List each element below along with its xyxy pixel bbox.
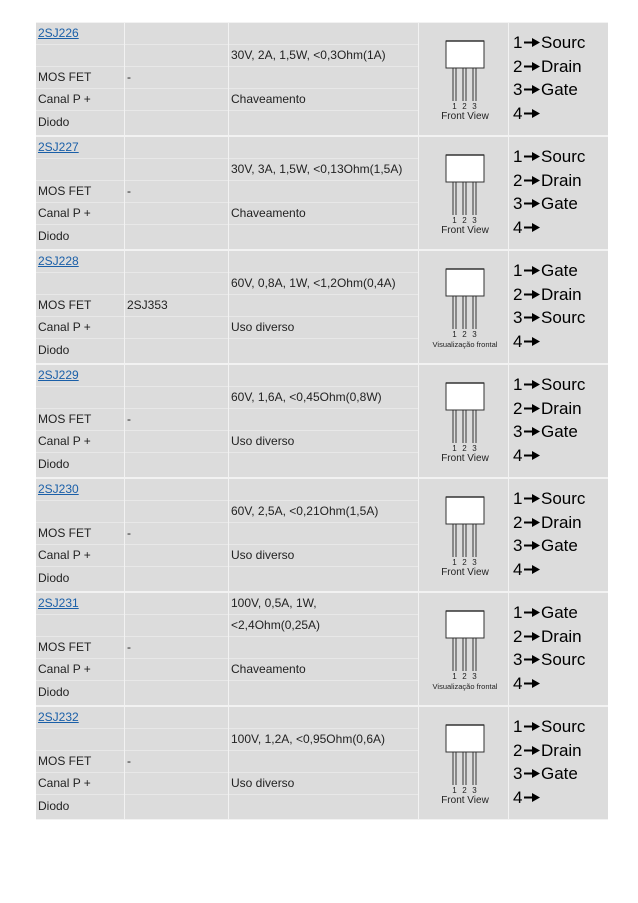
table-row <box>36 364 608 478</box>
pinout-row: 3 Gate <box>513 536 578 555</box>
pin-number-2: 2 <box>462 672 467 681</box>
channel-type: Canal P + <box>38 548 91 562</box>
usage-text: Uso diverso <box>231 548 295 562</box>
to92-package-diagram <box>419 478 509 592</box>
equivalent-cell <box>124 592 228 705</box>
pinout-row: 2 Drain <box>513 741 582 760</box>
pin-name: Drain <box>541 399 582 418</box>
pinout-row: 4 <box>513 218 541 238</box>
view-label: Front View <box>441 795 489 806</box>
pin-name: Drain <box>541 285 582 304</box>
pinout-row: 3 Gate <box>513 764 578 783</box>
pinout-row: 2 Drain <box>513 171 582 190</box>
pin-name: Gate <box>541 422 578 441</box>
pinout-cell <box>508 706 608 819</box>
to92-package-diagram <box>419 706 509 820</box>
pin-name: Sourc <box>541 308 586 327</box>
pinout-row: 1 Sourc <box>513 375 586 394</box>
spec-cell <box>228 478 418 591</box>
part-number-link[interactable]: 2SJ230 <box>38 482 79 496</box>
view-label: Front View <box>441 111 489 122</box>
device-type: MOS FET <box>38 412 92 426</box>
equivalent-cell <box>124 364 228 477</box>
pin-number-3: 3 <box>472 330 477 339</box>
component-table <box>36 22 608 820</box>
spec-text: 60V, 1,6A, <0,45Ohm(0,8W) <box>231 390 382 404</box>
pin-name: Drain <box>541 627 582 646</box>
equivalent-part: - <box>127 70 131 84</box>
arrow-right-icon <box>524 290 540 299</box>
pinout-row: 4 <box>513 332 541 352</box>
arrow-right-icon <box>524 793 540 802</box>
spec-text: 30V, 3A, 1,5W, <0,13Ohm(1,5A) <box>231 162 403 176</box>
equivalent-part: - <box>127 526 131 540</box>
pinout-cell <box>508 136 608 249</box>
pinout-cell <box>508 364 608 477</box>
diode-label: Diodo <box>38 343 70 357</box>
pin-name: Drain <box>541 513 582 532</box>
pin-number-1: 1 <box>452 216 457 225</box>
device-type: MOS FET <box>38 640 92 654</box>
pinout-row: 3 Gate <box>513 422 578 441</box>
arrow-right-icon <box>524 38 540 47</box>
package-cell <box>418 250 508 363</box>
equivalent-part: - <box>127 640 131 654</box>
arrow-right-icon <box>524 109 540 118</box>
pin-name: Gate <box>541 194 578 213</box>
pinout-row: 1 Gate <box>513 261 578 280</box>
arrow-right-icon <box>524 722 540 731</box>
equivalent-part: 2SJ353 <box>127 298 168 312</box>
usage-text: Chaveamento <box>231 662 306 676</box>
to92-package-diagram <box>419 22 509 136</box>
pin-number-2: 2 <box>462 558 467 567</box>
part-cell <box>36 364 124 477</box>
pin-number-2: 2 <box>462 444 467 453</box>
pin-number-3: 3 <box>472 786 477 795</box>
pinout-row: 3 Gate <box>513 80 578 99</box>
arrow-right-icon <box>524 746 540 755</box>
pinout-cell <box>508 22 608 135</box>
arrow-right-icon <box>524 494 540 503</box>
equivalent-cell <box>124 706 228 819</box>
spec-cell <box>228 22 418 135</box>
diode-label: Diodo <box>38 115 70 129</box>
table-row <box>36 250 608 364</box>
pin-number-3: 3 <box>472 216 477 225</box>
pinout-row: 4 <box>513 674 541 694</box>
pin-name: Sourc <box>541 147 586 166</box>
to92-package-diagram <box>419 364 509 478</box>
arrow-right-icon <box>524 62 540 71</box>
pin-number-2: 2 <box>462 102 467 111</box>
pin-number-3: 3 <box>472 672 477 681</box>
arrow-right-icon <box>524 679 540 688</box>
arrow-right-icon <box>524 152 540 161</box>
pinout-row: 4 <box>513 788 541 808</box>
pin-name: Sourc <box>541 375 586 394</box>
equivalent-cell <box>124 136 228 249</box>
diode-label: Diodo <box>38 229 70 243</box>
spec-text: 100V, 0,5A, 1W, <box>231 596 317 610</box>
arrow-right-icon <box>524 541 540 550</box>
view-label: Visualização frontal <box>432 340 498 349</box>
pin-number-1: 1 <box>452 444 457 453</box>
pin-name: Sourc <box>541 33 586 52</box>
pin-number-1: 1 <box>452 330 457 339</box>
pin-name: Drain <box>541 741 582 760</box>
arrow-right-icon <box>524 85 540 94</box>
arrow-right-icon <box>524 199 540 208</box>
arrow-right-icon <box>524 313 540 322</box>
package-cell <box>418 22 508 135</box>
package-cell <box>418 136 508 249</box>
arrow-right-icon <box>524 404 540 413</box>
spec-text: 30V, 2A, 1,5W, <0,3Ohm(1A) <box>231 48 386 62</box>
pin-name: Drain <box>541 171 582 190</box>
channel-type: Canal P + <box>38 320 91 334</box>
pinout-row: 2 Drain <box>513 57 582 76</box>
package-cell <box>418 478 508 591</box>
arrow-right-icon <box>524 380 540 389</box>
part-number-link[interactable]: 2SJ228 <box>38 254 79 268</box>
to92-package-diagram <box>419 250 509 364</box>
spec-text: 60V, 0,8A, 1W, <1,2Ohm(0,4A) <box>231 276 396 290</box>
to92-package-diagram <box>419 592 509 706</box>
pin-name: Gate <box>541 261 578 280</box>
pin-number-1: 1 <box>452 672 457 681</box>
device-type: MOS FET <box>38 70 92 84</box>
pinout-row: 1 Sourc <box>513 717 586 736</box>
view-label: Front View <box>441 225 489 236</box>
pin-number-2: 2 <box>462 786 467 795</box>
pinout-row: 1 Sourc <box>513 147 586 166</box>
view-label: Front View <box>441 453 489 464</box>
pinout-row: 3 Sourc <box>513 650 586 669</box>
arrow-right-icon <box>524 223 540 232</box>
equivalent-part: - <box>127 184 131 198</box>
device-type: MOS FET <box>38 526 92 540</box>
part-number-link[interactable]: 2SJ227 <box>38 140 79 154</box>
channel-type: Canal P + <box>38 434 91 448</box>
usage-text: Uso diverso <box>231 320 295 334</box>
usage-text: Uso diverso <box>231 434 295 448</box>
package-cell <box>418 592 508 705</box>
pinout-cell <box>508 478 608 591</box>
device-type: MOS FET <box>38 184 92 198</box>
view-label: Front View <box>441 567 489 578</box>
part-cell <box>36 706 124 819</box>
pin-name: Drain <box>541 57 582 76</box>
equivalent-part: - <box>127 754 131 768</box>
device-type: MOS FET <box>38 754 92 768</box>
package-cell <box>418 706 508 819</box>
arrow-right-icon <box>524 427 540 436</box>
spec-text: 100V, 1,2A, <0,95Ohm(0,6A) <box>231 732 385 746</box>
pinout-row: 2 Drain <box>513 627 582 646</box>
to92-package-diagram <box>419 136 509 250</box>
pin-number-2: 2 <box>462 216 467 225</box>
part-cell <box>36 592 124 705</box>
pin-number-1: 1 <box>452 558 457 567</box>
channel-type: Canal P + <box>38 92 91 106</box>
spec-cell <box>228 592 418 705</box>
package-cell <box>418 364 508 477</box>
pin-name: Gate <box>541 80 578 99</box>
pinout-row: 4 <box>513 560 541 580</box>
table-row <box>36 592 608 706</box>
usage-text: Chaveamento <box>231 206 306 220</box>
table-row <box>36 22 608 136</box>
pin-number-1: 1 <box>452 102 457 111</box>
pinout-row: 4 <box>513 104 541 124</box>
diode-label: Diodo <box>38 457 70 471</box>
channel-type: Canal P + <box>38 206 91 220</box>
spec-cell <box>228 136 418 249</box>
part-number-link[interactable]: 2SJ231 <box>38 596 79 610</box>
channel-type: Canal P + <box>38 776 91 790</box>
spec-cell <box>228 364 418 477</box>
arrow-right-icon <box>524 266 540 275</box>
table-row <box>36 478 608 592</box>
part-cell <box>36 250 124 363</box>
spec-cell <box>228 706 418 819</box>
spec-cell <box>228 250 418 363</box>
pin-name: Sourc <box>541 489 586 508</box>
equivalent-part: - <box>127 412 131 426</box>
part-cell <box>36 22 124 135</box>
part-number-link[interactable]: 2SJ232 <box>38 710 79 724</box>
pinout-cell <box>508 250 608 363</box>
arrow-right-icon <box>524 451 540 460</box>
pin-number-3: 3 <box>472 444 477 453</box>
pin-number-2: 2 <box>462 330 467 339</box>
usage-text: Chaveamento <box>231 92 306 106</box>
pinout-row: 4 <box>513 446 541 466</box>
pin-name: Sourc <box>541 717 586 736</box>
spec-text-line-2: <2,4Ohm(0,25A) <box>231 618 321 632</box>
arrow-right-icon <box>524 518 540 527</box>
pin-number-1: 1 <box>452 786 457 795</box>
pin-name: Gate <box>541 603 578 622</box>
device-type: MOS FET <box>38 298 92 312</box>
arrow-right-icon <box>524 608 540 617</box>
pinout-row: 2 Drain <box>513 399 582 418</box>
view-label: Visualização frontal <box>432 682 498 691</box>
diode-label: Diodo <box>38 571 70 585</box>
table-row <box>36 706 608 820</box>
diode-label: Diodo <box>38 799 70 813</box>
usage-text: Uso diverso <box>231 776 295 790</box>
part-number-link[interactable]: 2SJ229 <box>38 368 79 382</box>
pin-number-3: 3 <box>472 558 477 567</box>
spec-text: 60V, 2,5A, <0,21Ohm(1,5A) <box>231 504 379 518</box>
pinout-row: 2 Drain <box>513 285 582 304</box>
arrow-right-icon <box>524 337 540 346</box>
arrow-right-icon <box>524 655 540 664</box>
pinout-row: 1 Sourc <box>513 489 586 508</box>
arrow-right-icon <box>524 632 540 641</box>
channel-type: Canal P + <box>38 662 91 676</box>
arrow-right-icon <box>524 565 540 574</box>
part-cell <box>36 136 124 249</box>
part-cell <box>36 478 124 591</box>
pin-name: Gate <box>541 536 578 555</box>
equivalent-cell <box>124 250 228 363</box>
arrow-right-icon <box>524 176 540 185</box>
pinout-row: 1 Gate <box>513 603 578 622</box>
equivalent-cell <box>124 22 228 135</box>
arrow-right-icon <box>524 769 540 778</box>
equivalent-cell <box>124 478 228 591</box>
pinout-row: 1 Sourc <box>513 33 586 52</box>
pin-name: Sourc <box>541 650 586 669</box>
part-number-link[interactable]: 2SJ226 <box>38 26 79 40</box>
pinout-cell <box>508 592 608 705</box>
table-row <box>36 136 608 250</box>
pin-name: Gate <box>541 764 578 783</box>
pin-number-3: 3 <box>472 102 477 111</box>
pinout-row: 2 Drain <box>513 513 582 532</box>
pinout-row: 3 Sourc <box>513 308 586 327</box>
pinout-row: 3 Gate <box>513 194 578 213</box>
diode-label: Diodo <box>38 685 70 699</box>
